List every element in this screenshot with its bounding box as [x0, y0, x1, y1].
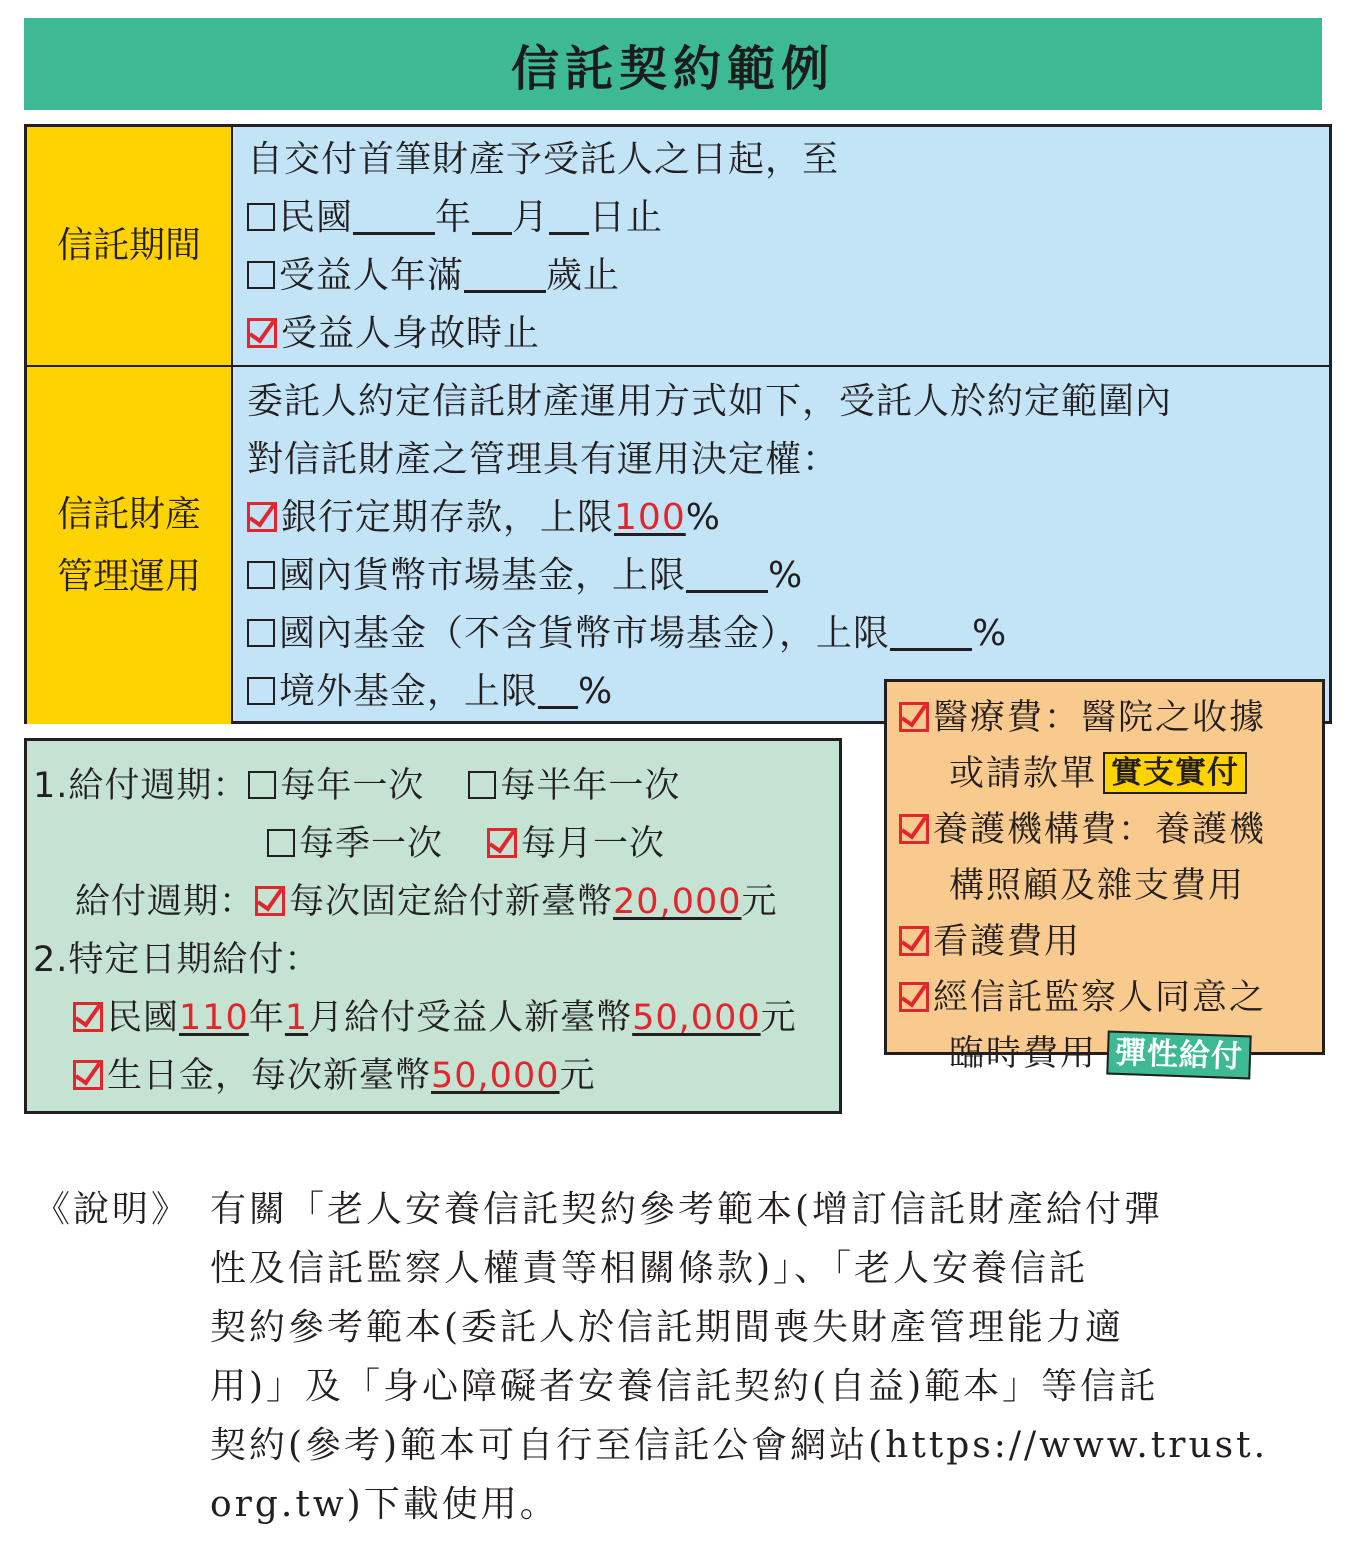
note-line: 用)」及「身心障礙者安養信託契約(自益)範本」等信託 [210, 1366, 1159, 1407]
payment-box [24, 738, 842, 1114]
payment-cycle-line-2: 每季一次 每月一次 [33, 815, 797, 873]
page-title: 信託契約範例 [510, 40, 835, 97]
fee-care-2: 構照顧及雜支費用 [949, 866, 1246, 906]
fee-care-1: 養護機構費：養護機 [899, 802, 1312, 858]
checkbox-checked-icon[interactable] [73, 1002, 103, 1032]
blank-field[interactable] [686, 560, 768, 593]
blank-field[interactable] [353, 202, 435, 235]
checkbox-empty-icon[interactable] [247, 203, 275, 231]
note-heading: 《說明》 [34, 1189, 191, 1230]
option-bank-deposit: 銀行定期存款，上限100% [247, 489, 1321, 547]
trust-contract-table [24, 124, 1332, 724]
period-option-date: 民國 年 月 日止 [247, 189, 1321, 247]
payment-cycle-line-1: 1.給付週期： 每年一次 每半年一次 [33, 766, 681, 806]
badge-flexible-payment: 彈性給付 [1106, 1031, 1251, 1080]
trust-period-label: 信託期間 [27, 127, 233, 365]
period-option-age: 受益人年滿 歲止 [247, 247, 1321, 305]
fee-medical-1: 醫療費：醫院之收據 [899, 690, 1312, 746]
checkbox-empty-icon[interactable] [247, 261, 275, 289]
asset-management-content [247, 373, 1321, 721]
option-domestic-fund: 國內基金（不含貨幣市場基金），上限 % [247, 605, 1321, 663]
checkbox-checked-icon[interactable] [899, 702, 929, 732]
checkbox-empty-icon[interactable] [267, 829, 295, 857]
checkbox-checked-icon[interactable] [899, 982, 929, 1012]
asset-management-label: 信託財產 管理運用 [27, 367, 233, 724]
checkbox-checked-icon[interactable] [73, 1060, 103, 1090]
blank-field[interactable] [464, 260, 546, 293]
checkbox-checked-icon[interactable] [899, 814, 929, 844]
blank-field[interactable] [472, 202, 512, 235]
note-line: 契約(參考)範本可自行至信託公會網站(https://www.trust. [210, 1425, 1269, 1466]
management-intro-2: 對信託財產之管理具有運用決定權： [247, 439, 840, 480]
blank-field[interactable] [549, 202, 589, 235]
fee-temporary-1: 經信託監察人同意之 [899, 970, 1312, 1026]
note-line: org.tw)下載使用。 [210, 1484, 559, 1525]
period-option-death: 受益人身故時止 [247, 305, 1321, 363]
period-intro: 自交付首筆財產予受託人之日起，至 [247, 139, 840, 180]
blank-field[interactable] [890, 618, 972, 651]
checkbox-checked-icon[interactable] [247, 318, 277, 348]
trust-period-row [27, 127, 1329, 367]
asset-management-row [27, 367, 1329, 724]
fee-nursing: 看護費用 [899, 914, 1312, 970]
checkbox-empty-icon[interactable] [248, 771, 276, 799]
option-foreign-fund: 境外基金，上限 % [247, 663, 1321, 721]
checkbox-empty-icon[interactable] [247, 561, 275, 589]
blank-field[interactable] [538, 676, 578, 709]
fees-box [884, 679, 1325, 1076]
checkbox-empty-icon[interactable] [468, 771, 496, 799]
checkbox-empty-icon[interactable] [247, 619, 275, 647]
note-line: 契約參考範本(委託人於信託期間喪失財產管理能力適 [210, 1307, 1125, 1348]
note-line: 有關「老人安養信託契約參考範本(增訂信託財產給付彈 [210, 1189, 1164, 1230]
payment-specific-date-label: 2.特定日期給付： [33, 940, 321, 980]
payment-specific-date-item: 民國110年1月給付受益人新臺幣50,000元 [33, 989, 797, 1047]
payment-birthday-item: 生日金，每次新臺幣50,000元 [33, 1047, 797, 1105]
payment-fixed-amount: 給付週期： 每次固定給付新臺幣20,000元 [75, 882, 778, 922]
trust-period-content [247, 131, 1321, 363]
checkbox-checked-icon[interactable] [247, 502, 277, 532]
fee-medical-2: 或請款單 實支實付 [899, 746, 1312, 802]
checkbox-checked-icon[interactable] [255, 886, 285, 916]
badge-actual-cost: 實支實付 [1103, 752, 1247, 794]
note-line: 性及信託監察人權責等相關條款)」、「老人安養信託 [210, 1248, 1089, 1289]
option-money-market: 國內貨幣市場基金，上限 % [247, 547, 1321, 605]
bank-limit-value: 100 [614, 497, 686, 538]
management-intro-1: 委託人約定信託財產運用方式如下，受託人於約定範圍內 [247, 381, 1173, 422]
note-body [210, 1180, 1334, 1534]
fee-temporary-2: 臨時費用 彈性給付 [899, 1026, 1312, 1082]
checkbox-checked-icon[interactable] [899, 926, 929, 956]
checkbox-empty-icon[interactable] [247, 677, 275, 705]
title-bar [24, 18, 1322, 110]
checkbox-checked-icon[interactable] [487, 828, 517, 858]
